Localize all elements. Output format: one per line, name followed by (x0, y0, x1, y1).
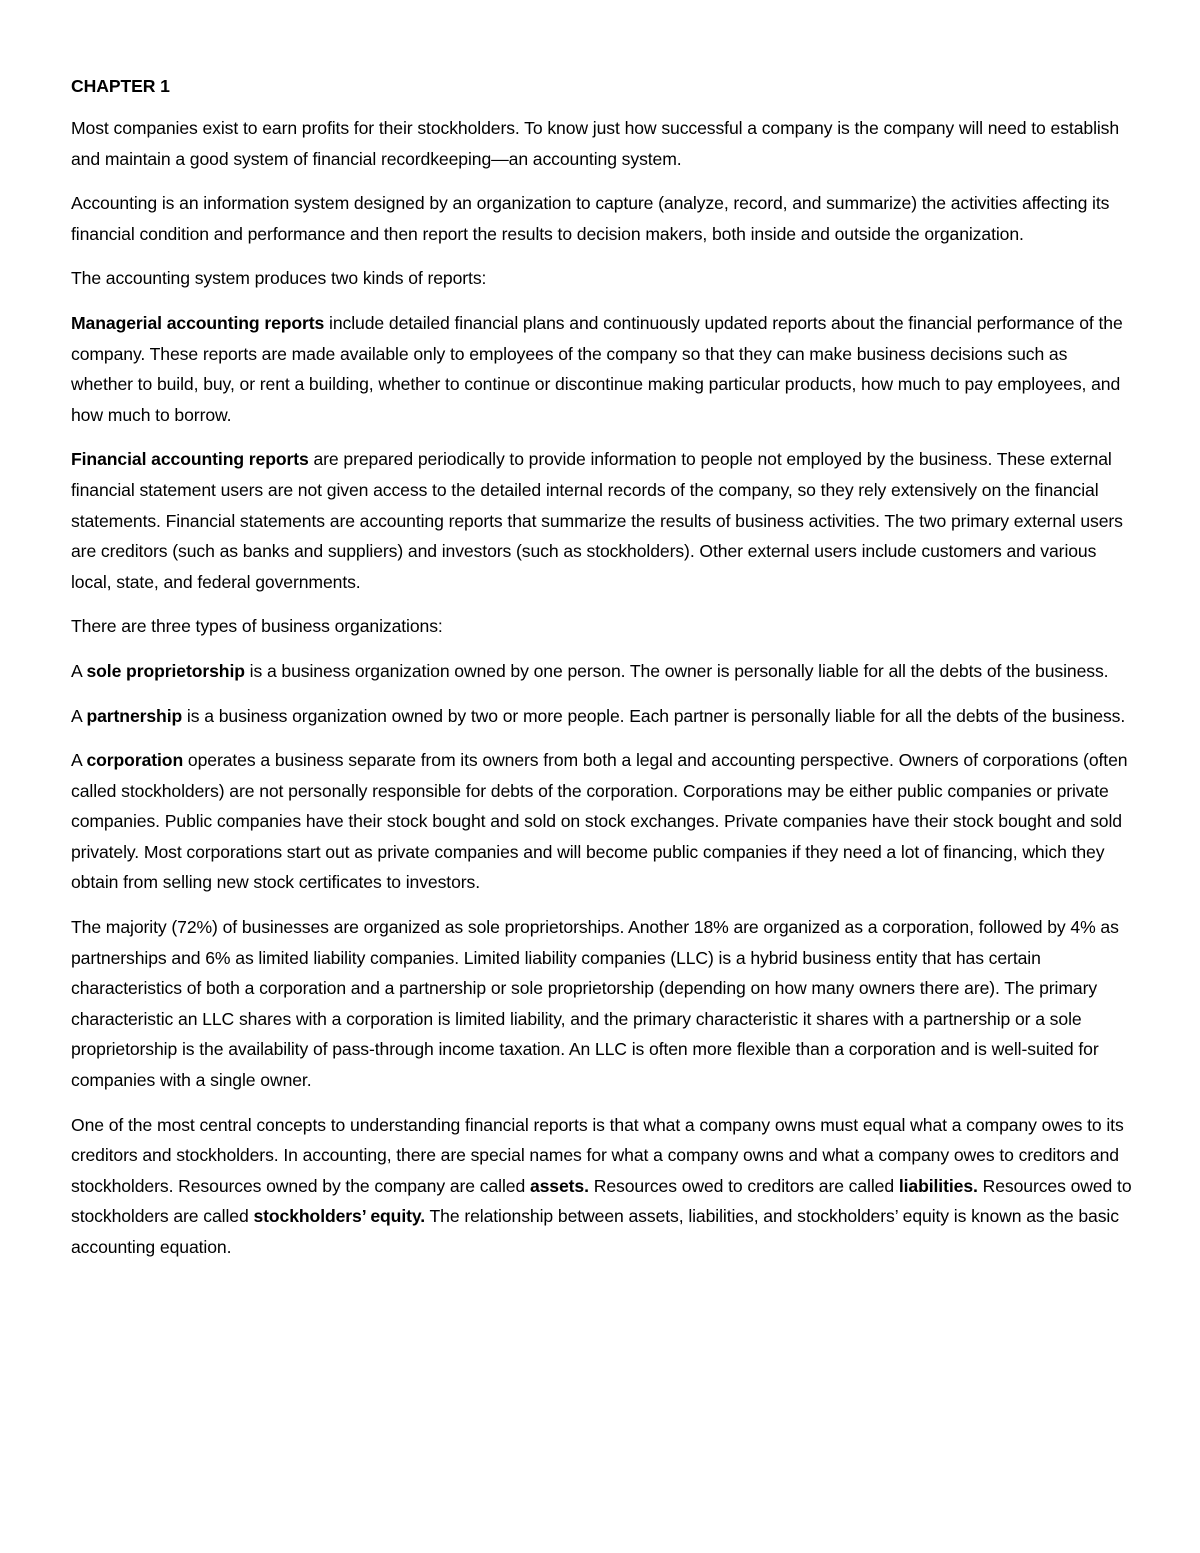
paragraph-text: The accounting system produces two kinds of reports: (71, 268, 487, 289)
paragraph-financial-reports (71, 444, 1133, 597)
paragraph-managerial-reports (71, 308, 1133, 430)
paragraph-text: Accounting is an information system designed by an organization to capture (analyze, record, and summarize) the activities affecting its financial condition and performance and then report the results to decision makers, both inside and outside the organization. (71, 193, 1110, 244)
paragraph-text: A (71, 660, 87, 681)
paragraph-corporation (71, 745, 1133, 898)
paragraph-text: The majority (72%) of businesses are organized as sole proprietorships. Another 18% are organized as a corporation, followed by 4% as partnerships and 6% as limited liability companies. Limited liability companies (LLC) is a hybrid business entity that has certain characteristics of both a corporation and a partnership or sole proprietorship (depending on how many owners there are). The primary characteristic an LLC shares with a corporation is limited liability, and the primary characteristic it shares with a partnership or a sole proprietorship is the availability of pass-through income taxation. An LLC is often more flexible than a corporation and is well-suited for companies with a single owner. (71, 917, 1119, 1091)
paragraph-text: A (71, 705, 87, 726)
paragraph-text: One of the most central concepts to understanding financial reports is that what a company owns must equal what a company owes to its creditors and stockholders. In accounting, there are special names for what a company owns and what a company owes to creditors and stockholders. Resources owned by the company are called (71, 1114, 1124, 1196)
paragraph-accounting-equation (71, 1110, 1133, 1263)
paragraph-text: Most companies exist to earn profits for their stockholders. To know just how successful a company is the company will need to establish and maintain a good system of financial recordkeeping—an accounting system. (71, 118, 1120, 169)
bold-term: corporation (86, 750, 184, 771)
paragraph-text: There are three types of business organizations: (71, 616, 443, 637)
paragraph-sole-proprietorship (71, 656, 1133, 687)
paragraph-text: include detailed financial plans and continuously updated reports about the financial performance of the company. These reports are made available only to employees of the company so that they can make business decisions such as whether to build, buy, or rent a building, whether to continue or discontinue making particular products, how much to pay employees, and how much to borrow. (71, 312, 1123, 425)
paragraph-text: Resources owed to creditors are called (588, 1175, 899, 1196)
bold-term: sole proprietorship (86, 660, 245, 681)
paragraph-text: The relationship between assets, liabilities, and stockholders’ equity is known as the basic accounting equation. (71, 1206, 1119, 1257)
paragraph-text: operates a business separate from its owners from both a legal and accounting perspective. Owners of corporations (often called stockholders) are not personally responsible for debts of the corporation. Corporations may be either public companies or private companies. Public companies have their stock bought and sold on stock exchanges. Private companies have their stock bought and sold privately. Most corporations start out as private companies and will become public companies if they need a lot of financing, which they obtain from selling new stock certificates to investors. (71, 750, 1128, 893)
paragraph-intro (71, 113, 1133, 174)
paragraph-majority-stats (71, 912, 1133, 1096)
document-page (71, 73, 1133, 1277)
paragraph-three-types (71, 611, 1133, 642)
paragraph-text: A (71, 750, 87, 771)
paragraph-text: are prepared periodically to provide information to people not employed by the business. These external financial statement users are not given access to the detailed internal records of the company, so they rely extensively on the financial statements. Financial statements are accounting reports that summarize the results of business activities. The two primary external users are creditors (such as banks and suppliers) and investors (such as stockholders). Other external users include customers and various local, state, and federal governments. (71, 449, 1123, 592)
paragraph-text: is a business organization owned by one person. The owner is personally liable for all the debts of the business. (244, 660, 1109, 681)
paragraph-partnership (71, 701, 1133, 732)
paragraph-two-kinds-of-reports (71, 263, 1133, 294)
bold-term: Financial accounting reports (71, 449, 309, 470)
bold-term: Managerial accounting reports (71, 312, 325, 333)
bold-term: assets. (529, 1175, 589, 1196)
bold-term: stockholders’ equity. (253, 1206, 426, 1227)
paragraph-list (71, 113, 1133, 1263)
paragraph-accounting-definition (71, 188, 1133, 249)
paragraph-text: Resources owed to stockholders are called (71, 1175, 1132, 1227)
paragraph-text: is a business organization owned by two or more people. Each partner is personally liable for all the debts of the business. (182, 705, 1126, 726)
chapter-heading: CHAPTER 1 (71, 76, 170, 96)
bold-term: partnership (86, 705, 183, 726)
bold-term: liabilities. (898, 1175, 978, 1196)
